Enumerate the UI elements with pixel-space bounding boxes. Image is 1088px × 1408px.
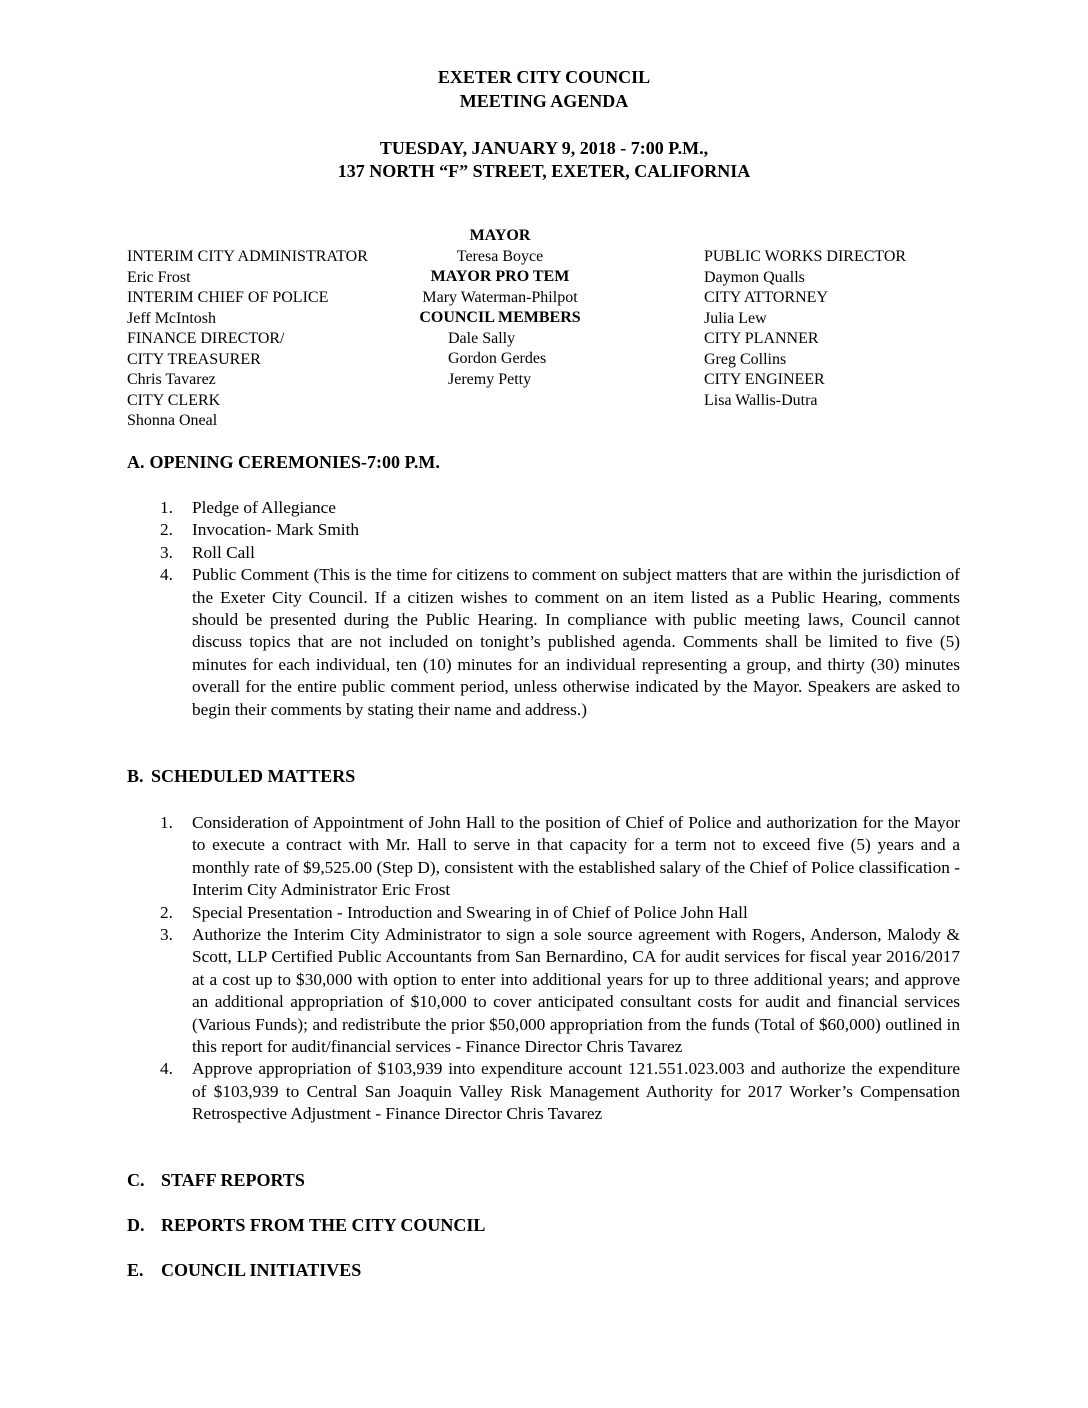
agenda-item	[160, 924, 960, 1058]
staff-name: Chris Tavarez	[127, 371, 216, 388]
item-text: Roll Call	[192, 542, 255, 562]
council-members-heading: COUNCIL MEMBERS	[419, 309, 581, 326]
item-number: 3.	[160, 542, 173, 562]
staff-left-column	[127, 247, 368, 432]
section-title: SCHEDULED MATTERS	[151, 766, 356, 786]
staff-right-column	[704, 247, 906, 411]
item-text: Special Presentation - Introduction and Swearing in of Chief of Police John Hall	[192, 902, 748, 922]
staff-title: INTERIM CHIEF OF POLICE	[127, 289, 329, 306]
staff-title: PUBLIC WORKS DIRECTOR	[704, 248, 907, 265]
section-letter: E.	[127, 1260, 144, 1280]
mayor-heading: MAYOR	[469, 227, 531, 244]
staff-name: Shonna Oneal	[127, 412, 218, 429]
item-number: 1.	[160, 498, 173, 517]
meeting-address: 137 NORTH “F” STREET, EXETER, CALIFORNIA	[337, 161, 751, 181]
agenda-item	[160, 519, 960, 541]
item-number: 1.	[160, 813, 173, 832]
section-title: OPENING CEREMONIES-7:00 P.M.	[149, 452, 440, 472]
item-text: Public Comment (This is the time for citizens to comment on subject matters that are within the jurisdiction of the Exeter City Council. If a citizen wishes to comment on an item listed as a Public Hearing, comments should be presented during the Public Hearing. In compliance with public meeting laws, Council cannot discuss topics that are not included on tonight’s published agenda. Comments shall be limited to five (5) minutes for each individual, ten (10) minutes for an individual representing a group, and thirty (30) minutes overall for the entire public comment period, unless otherwise indicated by the Mayor. Speakers are asked to begin their comments by stating their name and address.)	[192, 565, 960, 719]
document-subtitle: MEETING AGENDA	[459, 91, 629, 111]
item-text: Consideration of Appointment of John Hall to the position of Chief of Police and authorization for the Mayor to execute a contract with Mr. Hall to serve in that capacity for a term not to exceed five (5) years and a monthly rate of $9,525.00 (Step D), consistent with the established salary of the Chief of Police classification - Interim City Administrator Eric Frost	[192, 813, 960, 900]
mayor-pro-tem-heading: MAYOR PRO TEM	[430, 268, 570, 285]
section-title: REPORTS FROM THE CITY COUNCIL	[161, 1215, 486, 1235]
item-number: 2.	[160, 520, 173, 540]
section-b-heading	[127, 766, 355, 787]
item-text: Pledge of Allegiance	[192, 498, 336, 517]
agenda-item	[160, 1058, 960, 1125]
item-text: Approve appropriation of $103,939 into expenditure account 121.551.023.003 and authorize the expenditure of $103,939 to Central San Joaquin Valley Risk Management Authority for 2017 Worker’s Compensation Retrospective Adjustment - Finance Director Chris Tavarez	[192, 1059, 960, 1124]
item-number: 4.	[160, 1059, 173, 1079]
item-text: Invocation- Mark Smith	[192, 520, 360, 540]
staff-name: Julia Lew	[704, 309, 767, 327]
staff-title: CITY CLERK	[127, 391, 221, 409]
agenda-item	[160, 497, 960, 519]
council-member-name: Gordon Gerdes	[448, 350, 547, 367]
mayor-name: Teresa Boyce	[456, 247, 544, 265]
section-title: COUNCIL INITIATIVES	[161, 1260, 362, 1280]
staff-title: CITY PLANNER	[704, 330, 819, 347]
item-number: 2.	[160, 902, 173, 922]
section-b-items	[160, 812, 960, 1126]
item-number: 3.	[160, 925, 173, 945]
document-title: EXETER CITY COUNCIL	[437, 67, 651, 87]
staff-title: CITY ATTORNEY	[704, 289, 828, 306]
agenda-item	[160, 902, 960, 924]
council-member-name: Jeremy Petty	[448, 370, 532, 388]
staff-name: Eric Frost	[127, 268, 191, 286]
staff-title: INTERIM CITY ADMINISTRATOR	[127, 248, 368, 265]
staff-name: Jeff McIntosh	[127, 309, 217, 327]
agenda-item	[160, 812, 960, 902]
staff-title: CITY ENGINEER	[704, 371, 825, 388]
staff-name: Daymon Qualls	[704, 268, 805, 286]
mayor-pro-tem-name: Mary Waterman-Philpot	[422, 288, 578, 306]
agenda-item	[160, 542, 960, 564]
section-title: STAFF REPORTS	[161, 1170, 305, 1190]
section-e-heading	[127, 1260, 361, 1281]
section-a-items	[160, 497, 960, 721]
staff-name: Greg Collins	[704, 350, 787, 368]
staff-title: FINANCE DIRECTOR/	[127, 330, 285, 347]
agenda-item	[160, 564, 960, 721]
item-text: Authorize the Interim City Administrator to sign a sole source agreement with Rogers, Anderson, Malody & Scott, LLP Certified Public Accountants from San Bernardino, CA for audit services for fiscal year 2016/2017 at a cost up to $30,000 with option to enter into additional years for up to three additional years; and approve an additional appropriation of $10,000 to cover anticipated consultant costs for audit and financial services (Various Funds); and redistribute the prior $50,000 appropriation from the funds (Total of $60,000) outlined in this report for audit/financial services - Finance Director Chris Tavarez	[192, 925, 960, 1057]
staff-title: CITY TREASURER	[127, 350, 261, 368]
section-letter: C.	[127, 1170, 145, 1190]
council-center-column	[400, 226, 600, 390]
meeting-date: TUESDAY, JANUARY 9, 2018 - 7:00 P.M.,	[379, 138, 709, 158]
section-letter: D.	[127, 1215, 145, 1235]
section-c-heading	[127, 1170, 305, 1191]
section-a-heading	[127, 452, 440, 473]
section-letter: B.	[127, 766, 144, 786]
staff-name: Lisa Wallis-Dutra	[704, 391, 818, 409]
item-number: 4.	[160, 565, 173, 585]
section-d-heading	[127, 1215, 485, 1236]
section-letter: A.	[127, 452, 145, 472]
council-member-name: Dale Sally	[448, 329, 516, 347]
